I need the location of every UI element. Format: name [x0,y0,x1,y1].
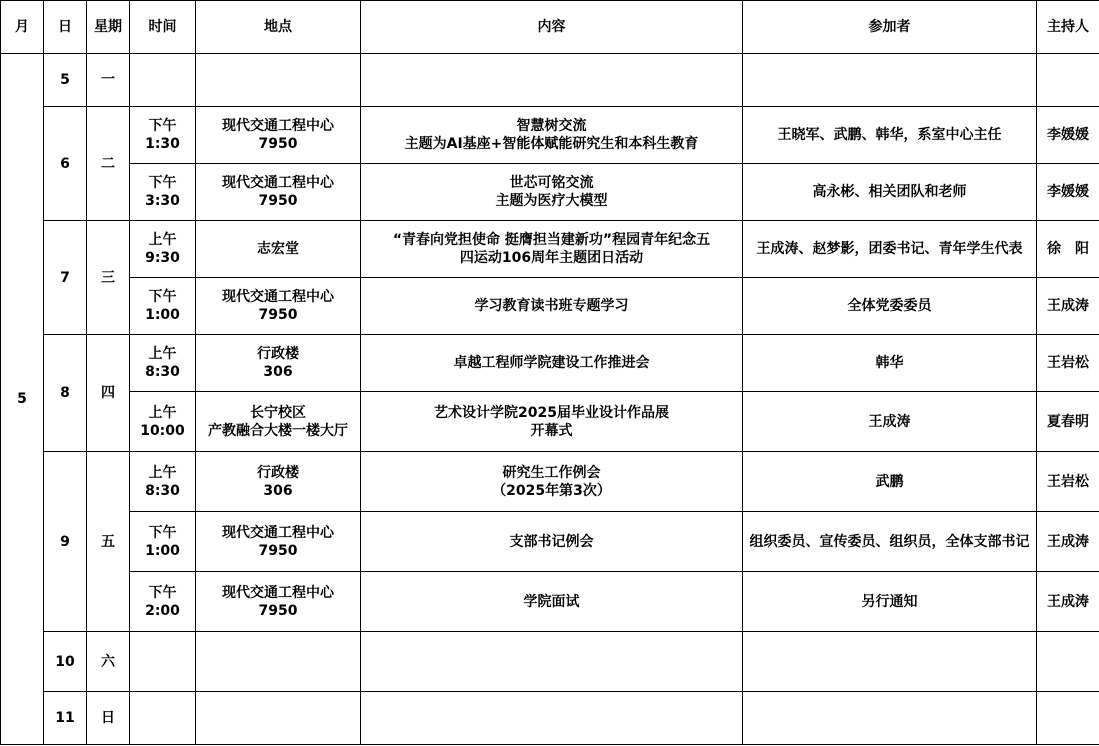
table-row [1,164,1099,221]
participants-cell: 韩华 [743,335,1037,392]
time-cell [130,632,196,692]
table-row [1,452,1099,512]
header-time: 时间 [130,1,196,54]
participants-cell [743,692,1037,745]
participants-cell: 王晓军、武鹏、韩华，系室中心主任 [743,107,1037,164]
time-cell [130,54,196,107]
place-cell: 长宁校区 产教融合大楼一楼大厅 [196,392,361,452]
host-cell [1037,692,1099,745]
content-cell: “青春向党担使命 挺膺担当建新功”程园青年纪念五 四运动106周年主题团日活动 [361,221,743,278]
table-row [1,107,1099,164]
day-cell: 8 [44,335,87,452]
host-cell: 王成涛 [1037,278,1099,335]
month-cell: 5 [1,54,44,745]
weekday-cell: 六 [87,632,130,692]
time-cell: 下午 1:00 [130,278,196,335]
table-row [1,692,1099,745]
table-row [1,278,1099,335]
time-cell: 下午 3:30 [130,164,196,221]
content-cell: 学习教育读书班专题学习 [361,278,743,335]
participants-cell [743,632,1037,692]
content-cell: 智慧树交流 主题为AI基座+智能体赋能研究生和本科生教育 [361,107,743,164]
day-cell: 5 [44,54,87,107]
host-cell [1037,54,1099,107]
participants-cell: 组织委员、宣传委员、组织员，全体支部书记 [743,512,1037,572]
header-month: 月 [1,1,44,54]
participants-cell: 王成涛 [743,392,1037,452]
participants-cell: 另行通知 [743,572,1037,632]
content-cell [361,692,743,745]
content-cell: 支部书记例会 [361,512,743,572]
header-participants: 参加者 [743,1,1037,54]
content-cell: 世芯可铭交流 主题为医疗大模型 [361,164,743,221]
weekday-cell: 一 [87,54,130,107]
host-cell: 王岩松 [1037,335,1099,392]
day-cell: 7 [44,221,87,335]
place-cell: 现代交通工程中心 7950 [196,107,361,164]
host-cell: 李媛媛 [1037,164,1099,221]
header-content: 内容 [361,1,743,54]
place-cell: 志宏堂 [196,221,361,278]
day-cell: 6 [44,107,87,221]
content-cell [361,54,743,107]
place-cell [196,54,361,107]
host-cell: 徐 阳 [1037,221,1099,278]
day-cell: 11 [44,692,87,745]
time-cell: 上午 8:30 [130,452,196,512]
place-cell [196,692,361,745]
time-cell: 下午 1:30 [130,107,196,164]
header-place: 地点 [196,1,361,54]
weekday-cell: 二 [87,107,130,221]
host-cell: 王岩松 [1037,452,1099,512]
content-cell: 研究生工作例会 （2025年第3次） [361,452,743,512]
content-cell [361,632,743,692]
time-cell: 下午 1:00 [130,512,196,572]
time-cell: 上午 9:30 [130,221,196,278]
table-row [1,335,1099,392]
host-cell: 王成涛 [1037,572,1099,632]
table-row [1,572,1099,632]
participants-cell: 高永彬、相关团队和老师 [743,164,1037,221]
participants-cell: 王成涛、赵梦影，团委书记、青年学生代表 [743,221,1037,278]
table-row [1,54,1099,107]
weekday-cell: 日 [87,692,130,745]
content-cell: 卓越工程师学院建设工作推进会 [361,335,743,392]
place-cell: 行政楼 306 [196,452,361,512]
table-row [1,632,1099,692]
weekday-cell: 三 [87,221,130,335]
participants-cell [743,54,1037,107]
day-cell: 9 [44,452,87,632]
participants-cell: 全体党委委员 [743,278,1037,335]
weekday-cell: 五 [87,452,130,632]
header-day: 日 [44,1,87,54]
table-row [1,392,1099,452]
host-cell: 夏春明 [1037,392,1099,452]
time-cell: 上午 8:30 [130,335,196,392]
host-cell [1037,632,1099,692]
host-cell: 王成涛 [1037,512,1099,572]
participants-cell: 武鹏 [743,452,1037,512]
table-row [1,221,1099,278]
host-cell: 李媛媛 [1037,107,1099,164]
place-cell: 现代交通工程中心 7950 [196,278,361,335]
place-cell: 现代交通工程中心 7950 [196,512,361,572]
header-weekday: 星期 [87,1,130,54]
weekday-cell: 四 [87,335,130,452]
place-cell: 行政楼 306 [196,335,361,392]
header-row [1,1,1099,54]
place-cell: 现代交通工程中心 7950 [196,572,361,632]
day-cell: 10 [44,632,87,692]
place-cell [196,632,361,692]
time-cell: 上午 10:00 [130,392,196,452]
table-row [1,512,1099,572]
time-cell: 下午 2:00 [130,572,196,632]
content-cell: 学院面试 [361,572,743,632]
header-host: 主持人 [1037,1,1099,54]
content-cell: 艺术设计学院2025届毕业设计作品展 开幕式 [361,392,743,452]
time-cell [130,692,196,745]
place-cell: 现代交通工程中心 7950 [196,164,361,221]
